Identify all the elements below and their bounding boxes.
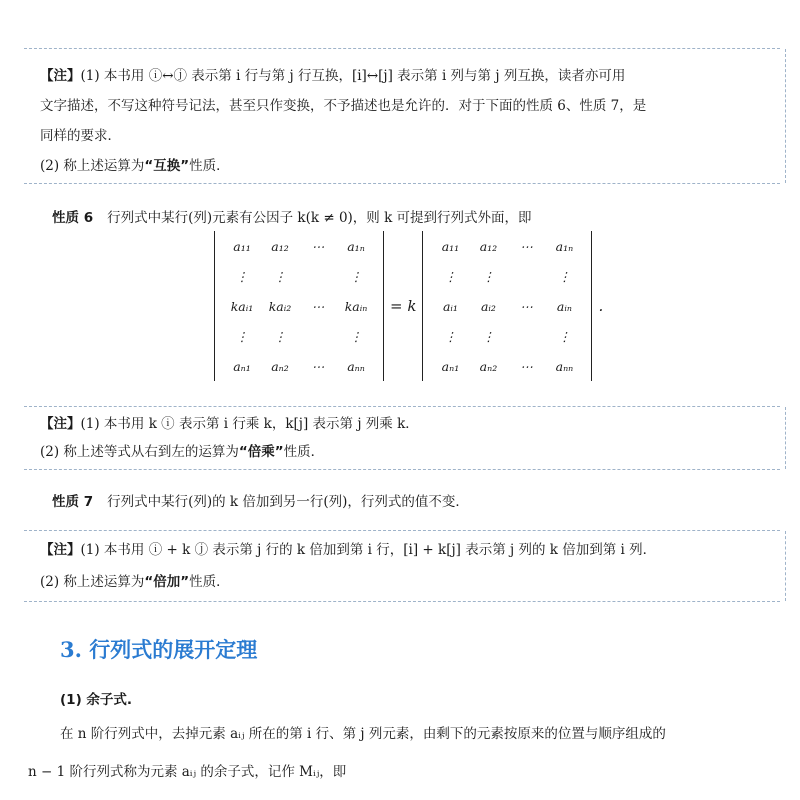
note1-line4: (2) 称上述运算为“互换”性质． xyxy=(40,158,230,174)
matrix-entry: ⋮ xyxy=(482,328,495,344)
matrix-entry: ⋮ xyxy=(349,268,363,284)
matrix-entry xyxy=(299,261,337,291)
determinant-left xyxy=(214,231,384,381)
matrix-entry: a₁₁ xyxy=(441,238,460,254)
matrix-entry xyxy=(507,321,545,351)
matrix-entry: aₙ₂ xyxy=(479,358,498,374)
note-label: 【注】 xyxy=(40,68,81,84)
matrix-entry xyxy=(299,321,337,351)
matrix-row xyxy=(431,291,583,321)
note2-line2: (2) 称上述等式从右到左的运算为“倍乘”性质． xyxy=(40,444,325,460)
matrix-entry: ⋮ xyxy=(349,328,363,344)
matrix-row xyxy=(431,351,583,381)
property-label: 性质 7 xyxy=(52,494,94,510)
note1-line1: 【注】(1) 本书用 ⓘ↔ⓙ 表示第 i 行与第 j 行互换，[i]↔[j] 表示第 i 列与第 j 列互换，读者亦可用 xyxy=(40,68,626,84)
matrix-entry: ⋮ xyxy=(444,328,457,344)
section-title: 3. 行列式的展开定理 xyxy=(60,637,258,662)
matrix-entry: a₁ₙ xyxy=(347,238,365,254)
matrix-entry: ⋮ xyxy=(273,328,287,344)
matrix-entry: ⋮ xyxy=(273,268,287,284)
matrix-entry: aₙₙ xyxy=(555,358,574,374)
matrix-row xyxy=(431,231,583,261)
matrix-entry: a₁ₙ xyxy=(555,238,574,254)
note-label: 【注】 xyxy=(40,542,81,558)
matrix-entry: ⋯ xyxy=(520,238,533,254)
matrix-entry: ⋯ xyxy=(520,298,533,314)
matrix-entry: kaᵢ₁ xyxy=(230,298,254,314)
paragraph-line2: n − 1 阶行列式称为元素 aᵢⱼ 的余子式，记作 Mᵢⱼ，即 xyxy=(28,764,347,780)
matrix-row xyxy=(431,321,583,351)
note3-line1: 【注】(1) 本书用 ⓘ + k ⓙ 表示第 j 行的 k 倍加到第 i 行，[i] + k[j] 表示第 j 列的 k 倍加到第 i 列． xyxy=(40,542,657,558)
matrix-entry: aᵢ₁ xyxy=(442,298,458,314)
matrix-entry: ⋯ xyxy=(311,238,325,254)
matrix-entry: ⋮ xyxy=(235,328,249,344)
matrix-entry: kaᵢₙ xyxy=(344,298,368,314)
matrix-entry: a₁₂ xyxy=(271,238,289,254)
matrix-entry: a₁₁ xyxy=(233,238,251,254)
matrix-entry: aᵢₙ xyxy=(556,298,572,314)
matrix-row xyxy=(431,261,583,291)
matrix-entry: a₁₂ xyxy=(479,238,498,254)
determinant-equation xyxy=(214,230,609,382)
matrix-entry: aᵢ₂ xyxy=(480,298,496,314)
subsection-title: (1) 余子式. xyxy=(60,692,133,708)
note2-line1: 【注】(1) 本书用 k ⓘ 表示第 i 行乘 k，k[j] 表示第 j 列乘 k． xyxy=(40,416,419,432)
matrix-row xyxy=(223,231,375,261)
determinant-right xyxy=(422,231,592,381)
note3-line2: (2) 称上述运算为“倍加”性质． xyxy=(40,574,230,590)
matrix-entry: ⋯ xyxy=(311,298,325,314)
matrix-entry: ⋮ xyxy=(444,268,457,284)
matrix-entry: aₙₙ xyxy=(347,358,365,374)
note-label: 【注】 xyxy=(40,416,81,432)
period: . xyxy=(598,297,604,315)
matrix-entry: aₙ₂ xyxy=(271,358,289,374)
matrix-entry: ⋮ xyxy=(482,268,495,284)
property-6: 性质 6 行列式中某行(列)元素有公因子 k(k ≠ 0)，则 k 可提到行列式外面，即 xyxy=(52,210,532,226)
paragraph-line1: 在 n 阶行列式中，去掉元素 aᵢⱼ 所在的第 i 行、第 j 列元素，由剩下的元素按原来的位置与顺序组成的 xyxy=(60,726,666,742)
matrix-entry: ⋮ xyxy=(558,268,571,284)
matrix-row xyxy=(223,351,375,381)
matrix-entry: aₙ₁ xyxy=(233,358,251,374)
property-7: 性质 7 行列式中某行(列)的 k 倍加到另一行(列)，行列式的值不变． xyxy=(52,494,469,510)
matrix-row xyxy=(223,261,375,291)
matrix-row xyxy=(223,321,375,351)
matrix-entry: aₙ₁ xyxy=(441,358,460,374)
matrix-entry: ⋮ xyxy=(558,328,571,344)
matrix-entry: ⋯ xyxy=(311,358,325,374)
matrix-row xyxy=(223,291,375,321)
note1-line2: 文字描述，不写这种符号记法，甚至只作变换，不予描述也是允许的．对于下面的性质 6、性质 7，是 xyxy=(40,98,647,114)
equals-k: = k xyxy=(390,297,417,315)
note1-line3: 同样的要求． xyxy=(40,128,121,144)
matrix-entry xyxy=(507,261,545,291)
matrix-entry: ⋮ xyxy=(235,268,249,284)
property-label: 性质 6 xyxy=(52,210,94,226)
matrix-entry: ⋯ xyxy=(520,358,533,374)
matrix-entry: kaᵢ₂ xyxy=(268,298,292,314)
